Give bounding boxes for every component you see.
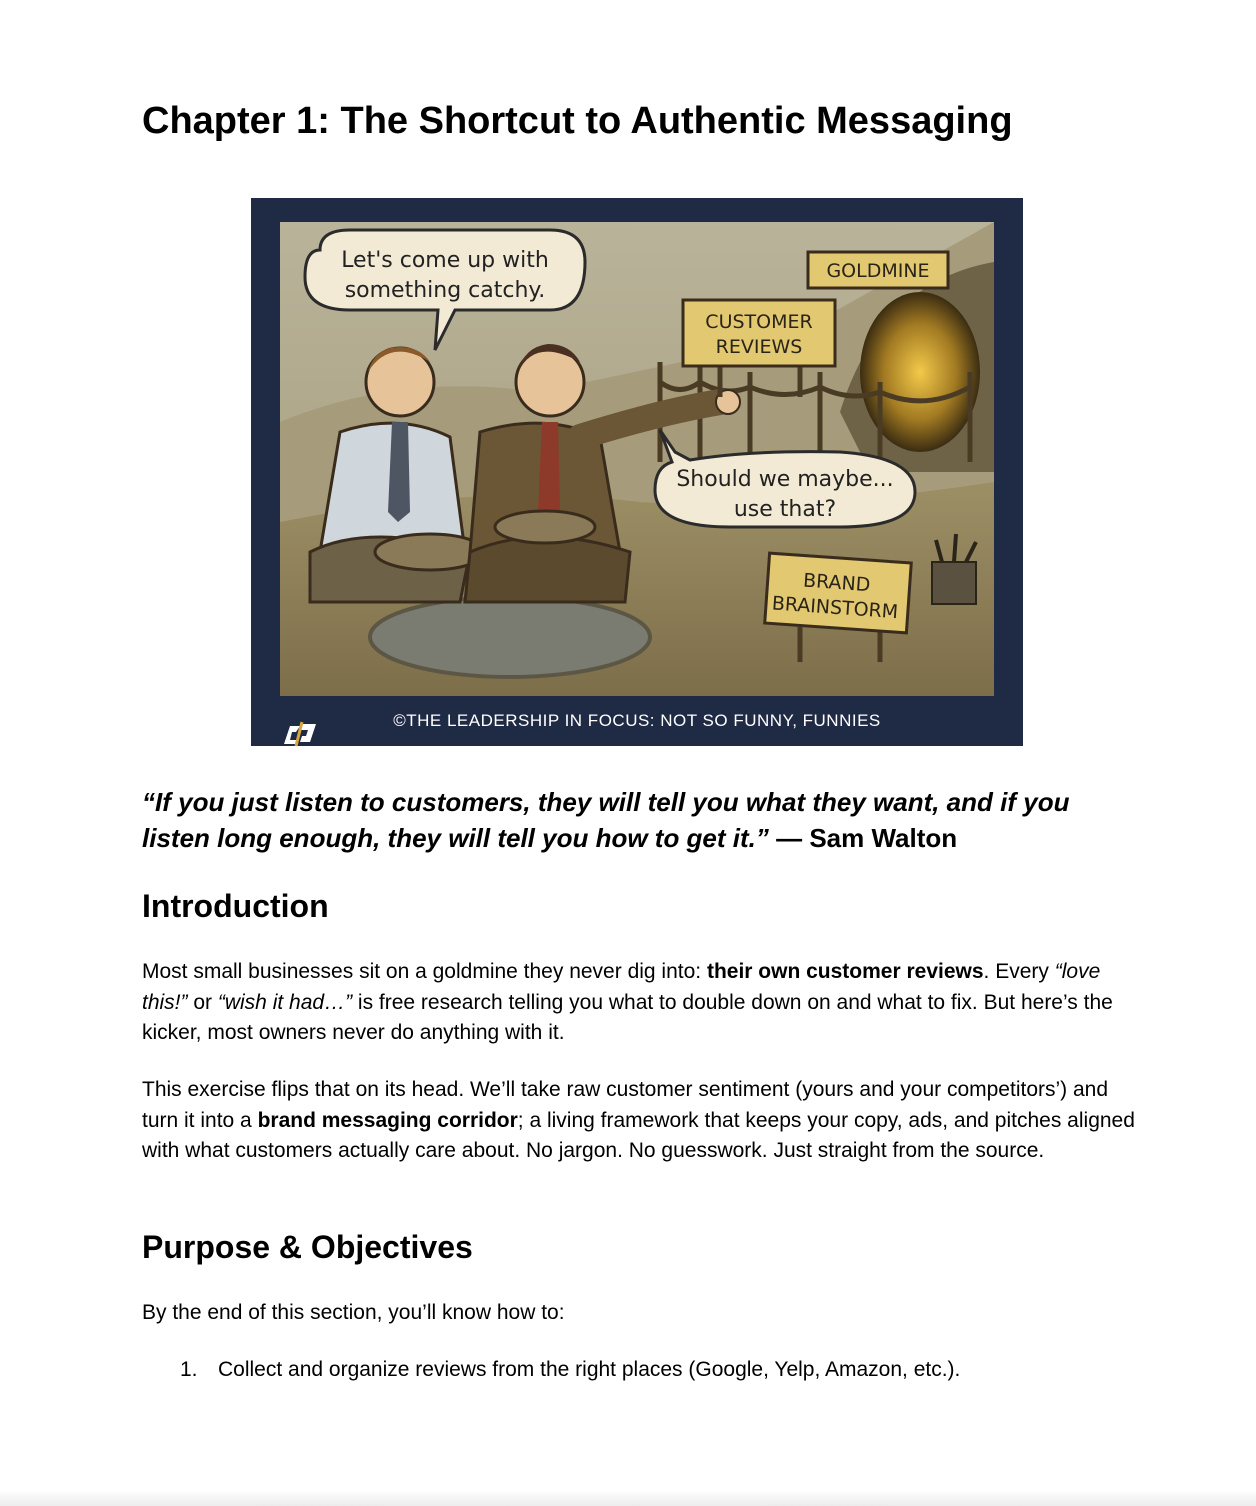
list-item-number: 1. (180, 1358, 198, 1381)
sign-goldmine (808, 252, 948, 288)
svg-text:CUSTOMER: CUSTOMER (705, 311, 813, 333)
leadership-logo-icon (280, 720, 320, 748)
italic-love-this: “love this!” (142, 960, 1101, 1014)
bold-phrase-corridor: brand messaging corridor (257, 1108, 518, 1132)
chapter-title: Chapter 1: The Shortcut to Authentic Messaging (142, 100, 1013, 142)
purpose-heading: Purpose & Objectives (142, 1229, 473, 1265)
sam-walton-quote (142, 784, 1142, 856)
svg-text:BRAINSTORM: BRAINSTORM (771, 592, 899, 624)
intro-paragraph-2: This exercise flips that on its head. We’ll take raw customer sentiment (yours and your competitors’) and turn it into a brand messaging corridor; a living framework that keeps your copy, ads, and pitches aligned with what customers actually care about. No jargon. No guesswork. Just straight from the source. (142, 1078, 1135, 1162)
bold-phrase-reviews: their own customer reviews (706, 960, 984, 983)
intro-paragraph-1: Most small businesses sit on a goldmine they never dig into: their own customer reviews. Every “love this!” or “wish it had…” is free research telling you what to double down on and what to fix. But here’s the kicker, most owners never do anything with it. (142, 960, 1113, 1044)
purpose-intro: By the end of this section, you’ll know how to: (142, 1301, 565, 1324)
list-item-text: Collect and organize reviews from the right places (Google, Yelp, Amazon, etc.). (218, 1358, 961, 1381)
quote-attribution: — Sam Walton (768, 823, 958, 853)
bubble-1-line-2: something catchy. (344, 278, 546, 303)
bubble-2-line-1: Should we maybe... (676, 467, 894, 492)
bubble-1-line-1: Let's come up with (341, 248, 549, 273)
svg-text:GOLDMINE: GOLDMINE (826, 260, 930, 282)
introduction-heading: Introduction (142, 888, 329, 924)
list-item (180, 1355, 960, 1385)
cartoon-illustration (280, 222, 994, 696)
page-bottom-edge (0, 1490, 1256, 1506)
cartoon-figure (251, 198, 1023, 746)
caption-text: ©THE LEADERSHIP IN FOCUS: NOT SO FUNNY, FUNNIES (393, 711, 881, 730)
bubble-2-line-2: use that? (733, 497, 837, 522)
svg-text:REVIEWS: REVIEWS (715, 336, 803, 358)
quote-text: “If you just listen to customers, they will tell you what they want, and if you listen long enough, they will tell you how to get it.” (142, 787, 1070, 853)
figure-caption (251, 696, 1023, 746)
svg-text:BRAND: BRAND (802, 569, 872, 597)
italic-wish-it-had: “wish it had…” (217, 990, 353, 1014)
